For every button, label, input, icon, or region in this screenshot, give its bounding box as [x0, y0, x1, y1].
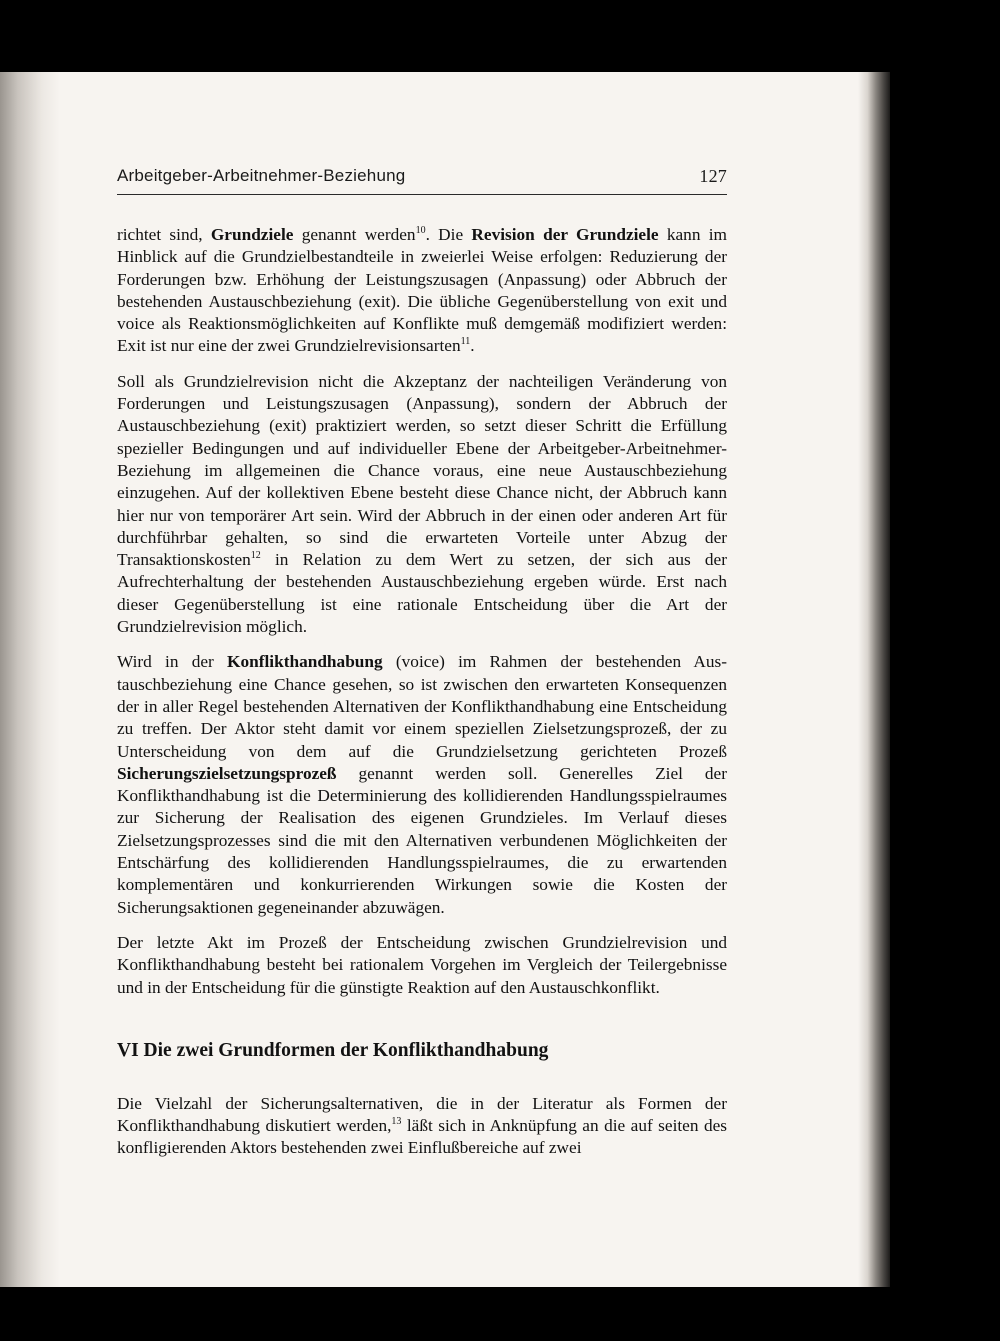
- header-rule: [117, 194, 727, 195]
- text-run: (voice) im Rahmen der bestehenden Austauschbeziehung eine Chance gesehen, so ist zwischen den erwarteten Konsequenzen der in aller Regel bestehenden Alternativen der Konflikthandhabung eine Entscheidung zu treffen. Der Aktor steht damit vor einem speziellen Zielsetzungsprozeß, der zu Unterscheidung von dem auf die Grundzielsetzung gerichteten Prozeß: [117, 652, 727, 761]
- page-number: 127: [699, 166, 727, 186]
- text-run: kann im Hinblick auf die Grundzielbestandteile in zweierlei Weise erfolgen: Reduzierung der Forderungen bzw. Erhöhung der Leistungszusagen (Anpassung) oder Abbruch der bestehenden Austauschbeziehung (exit). Die übliche Gegenüberstellung von exit und voice als Reaktionsmöglichkeiten auf Konflikte muß demgemäß modifiziert werden: Exit ist nur eine der zwei Grundzielrevisionsarten: [117, 225, 727, 356]
- text-run: genannt werden soll. Generelles Ziel der Konflikthandhabung ist die Determinierung des kollidierenden Handlungsspielraumes zur Sicherung der Realisation des eigenen Grundzieles. Im Verlauf dieses Zielsetzungsprozesses sind die mit den Alternativen verbundenen Möglichkeiten der Entschärfung des kollidierenden Handlungsspielraumes, die zu erwartenden komplementären und konkurrierenden Wirkungen sowie die Kosten der Sicherungsaktionen gegeneinander abzuwägen.: [117, 763, 727, 917]
- paragraph-1: [117, 224, 727, 358]
- text-run: läßt sich in Anknüpfung an die auf seiten des konfligierenden Aktors bestehenden zwei Einflußbereiche auf zwei: [117, 1116, 727, 1158]
- text-run: Die Vielzahl der Sicherungsalternativen, die in der Literatur als Formen der Konflikthandhabung diskutiert werden,: [117, 1093, 727, 1136]
- bold-term: Revision der Grundziele: [471, 225, 659, 244]
- footnote-ref: 13: [391, 1116, 402, 1128]
- paragraph-3: [117, 651, 727, 919]
- paragraph-4: [117, 932, 727, 999]
- bold-term: Grundziele: [210, 225, 294, 244]
- text-run: Der letzte Akt im Prozeß der Entscheidung zwischen Grundzielrevision und Konflikthandhabung besteht bei rationalem Vorgehen im Vergleich der Teilergebnisse und in der Entscheidung für die günstigte Reaktion auf den Austauschkonflikt.: [117, 932, 727, 997]
- text-run: . Die: [425, 225, 472, 244]
- text-run: in Relation zu dem Wert zu setzen, der sich aus der Aufrechterhaltung der bestehenden Austauschbeziehung ergeben würde. Erst nach dieser Gegenüberstellung ist eine rationale Entscheidung über die Art der Grundzielrevision möglich.: [117, 550, 727, 637]
- page-edge-shadow: [858, 72, 890, 1287]
- footnote-ref: 10: [415, 225, 426, 236]
- footnote-ref: 12: [250, 550, 261, 562]
- text-run: richtet sind,: [117, 225, 211, 244]
- bold-term: Konflikthandhabung: [227, 652, 383, 672]
- book-binding-shadow: [0, 72, 60, 1287]
- running-title: Arbeitgeber-Arbeitnehmer-Beziehung: [117, 166, 406, 185]
- paragraph-2: [117, 371, 727, 639]
- body-text: [117, 224, 727, 1173]
- running-head: [117, 166, 727, 186]
- text-run: Wird in der: [117, 652, 228, 672]
- section-heading: VI Die zwei Grundformen der Konflikthandhabung: [117, 1039, 549, 1061]
- paragraph-5: [117, 1093, 727, 1160]
- text-run: Soll als Grundzielrevision nicht die Akzeptanz der nachteiligen Veränderung von Forderungen und Leistungszusagen (Anpassung), sondern der Abbruch der Austauschbeziehung (exit) praktiziert werden, so setzt dieser Schritt die Erfüllung spezieller Bedingungen und auf individueller Ebene der Arbeitgeber-Arbeitnehmer-Beziehung im allgemeinen die Chance voraus, eine neue Austauschbeziehung einzugehen. Auf der kollektiven Ebene besteht diese Chance nicht, der Abbruch kann hier nur von temporärer Art sein. Wird der Abbruch in der einen oder anderen Art für durchführbar gehalten, so sind die erwarteten Vorteile unter Abzug der Transaktionskosten: [117, 371, 727, 570]
- bold-term: Sicherungszielsetzungsprozeß: [117, 763, 337, 783]
- text-run: genannt werden: [293, 225, 416, 244]
- footnote-ref: 11: [460, 336, 471, 348]
- text-run: .: [470, 336, 475, 356]
